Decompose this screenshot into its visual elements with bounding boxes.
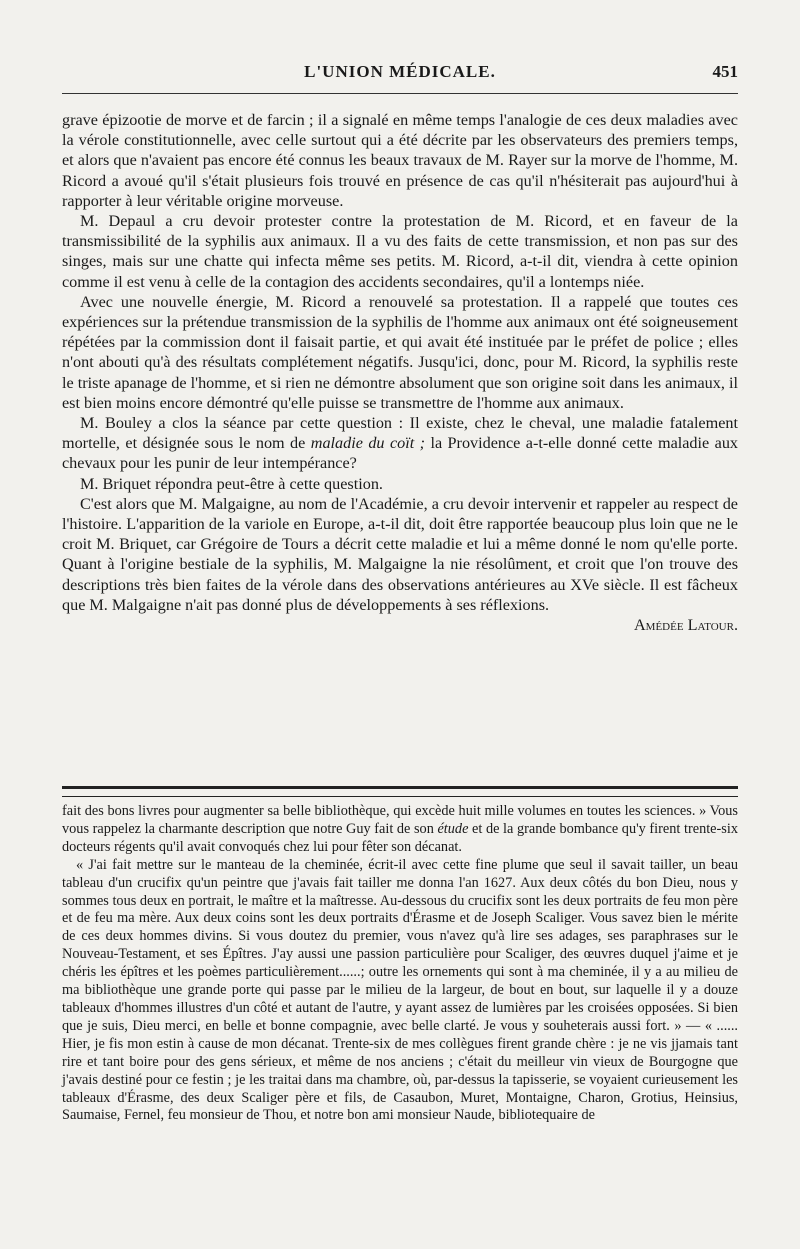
paragraph-malgaigne: C'est alors que M. Malgaigne, au nom de l'Académie, a cru devoir intervenir et rappeler au respect de l'histoire. L'apparition de la variole en Europe, a-t-il dit, doit être rapportée beaucoup plus loin que ne le croit M. Briquet, car Grégoire de Tours a décrit cette maladie et lui a même donné le nom qu'elle porte. Quant à l'origine bestiale de la syphilis, M. Malgaigne la nie résolûment, et croit que l'on trouve des descriptions très bien faites de la vérole dans des observations antérieures au XVe siècle. Il est fâcheux que M. Malgaigne n'ait pas donné plus de développements à ses réflexions. [62, 494, 738, 614]
signature-last-name: Latour. [687, 616, 738, 635]
signature-first-name: Amédée [633, 616, 688, 635]
feuilleton-italic-word: étude [437, 820, 469, 837]
bouley-text-start: M. Bouley a clos la séance par cette question : Il existe, chez le cheval, une maladie fatalement mortelle, et désignée sous le nom de [62, 414, 738, 453]
feuilleton-section [62, 803, 738, 1125]
author-signature [62, 615, 738, 635]
bouley-text-end: la Providence a-t-elle donné cette maladie aux chevaux pour les punir de leur intempérance? [62, 434, 739, 473]
bouley-italic-term: maladie du coït ; [310, 434, 426, 453]
paragraph-ricord: Avec une nouvelle énergie, M. Ricord a renouvelé sa protestation. Il a rappelé que toutes ces expériences sur la prétendue transmission de la syphilis de l'homme aux animaux ont été soigneusement répétées par la commission dont il faisait partie, et qui avait été instituée par le préfet de police ; elles n'ont abouti qu'à des résultats complétement négatifs. Jusqu'ici, donc, pour M. Ricord, la syphilis reste le triste apanage de l'homme, et si rien ne démontre absolument que son origine soit dans les animaux, il est bien moins encore démontré qu'elle puisse se transmettre de l'homme aux animaux. [62, 292, 738, 412]
feuilleton-text-end: et de la grande bombance qu'y firent trente-six docteurs régents qu'il avait convoqués chez lui pour fêter son décanat. [62, 820, 738, 855]
feuilleton-paragraph-1 [62, 803, 738, 857]
header-rule [62, 93, 738, 94]
feuilleton-separator [62, 786, 738, 797]
paragraph-morve: grave épizootie de morve et de farcin ; il a signalé en même temps l'analogie de ces deux maladies avec la vérole constitutionnelle, avec celle surtout qui a été décrite par les observateurs des premiers temps, et alors que n'avaient pas encore été connus les beaux travaux de M. Rayer sur la morve de l'homme, M. Ricord a avoué qu'il s'était plusieurs fois trouvé en présence de cas qu'il n'hésiterait pas aujourd'hui à rapporter à leur véritable origine morveuse. [62, 111, 738, 210]
paragraph-briquet: M. Briquet répondra peut-être à cette question. [80, 474, 383, 493]
feuilleton-text-start: fait des bons livres pour augmenter sa belle bibliothèque, qui excède huit mille volumes en toutes les sciences. » Vous vous rappelez la charmante description que notre Guy fait de son [62, 803, 738, 837]
journal-title: L'UNION MÉDICALE. [304, 62, 496, 81]
paragraph-bouley [62, 413, 738, 474]
page-number: 451 [712, 62, 738, 81]
feuilleton-paragraph-2: « J'ai fait mettre sur le manteau de la cheminée, écrit-il avec cette fine plume que seul il savait tailler, un beau tableau d'un crucifix qu'un peintre que j'avais fait tailler me donna l'an 1627. Aux deux côtés du bon Dieu, nous y sommes tous deux en portrait, le maître et la maîtresse. Au-dessous du crucifix sont les deux portraits de feu mon père et de feu ma mère. Aux deux coins sont les deux portraits d'Érasme et de Joseph Scaliger. Vous savez bien le mérite de ces deux hommes divins. Si vous doutez du premier, vous n'avez qu'à lire ses adages, ses paraphrases sur le Nouveau-Testament, et ses Épîtres. J'ay aussi une passion particulière pour Scaliger, des œuvres duquel j'aime et je chéris les épîtres et les poèmes particulièrement......; outre les ornements qui sont à ma cheminée, il y a au milieu de ma bibliothèque une grande porte qui passe par le milieu de la largeur, de bout en bout, sur laquelle il y a douze tableaux d'hommes illustres d'un côté et autant de l'autre, y ayant assez de lumières par les croisées opposées. Si bien que je suis, Dieu merci, en belle et bonne compagnie, avec belle clarté. Je vous y souheterais aussi fort. » — « ...... Hier, je fis mon estin à cause de mon décanat. Trente-six de mes collègues firent grande chère : je ne vis jjamais tant rire et tant boire pour des gens sérieux, et même de nos anciens ; c'était du meilleur vin vieux de Bourgogne que j'avais destiné pour ce festin ; je les traitai dans ma chambre, où, par-dessus la tapisserie, se voyaient curieusement les tableaux d'Érasme, des deux Scaliger père et fils, de Casaubon, Muret, Montaigne, Charon, Grotius, Heinsius, Saumaise, Fernel, feu monsieur de Thou, et notre bon ami monsieur Naude, bibliotequaire de [62, 856, 738, 1124]
page-header [62, 58, 738, 88]
paragraph-depaul: M. Depaul a cru devoir protester contre la protestation de M. Ricord, et en faveur de la transmissibilité de la syphilis aux animaux. Il a vu des faits de cette transmission, et non pas sur des singes, mais sur une chatte qui infecta même ses petits. M. Ricord, a-t-il dit, viendra à cette opinion comme il est venu à celle de la contagion des accidents secondaires, qu'il a lontemps niée. [62, 212, 738, 291]
article-body [62, 110, 738, 635]
